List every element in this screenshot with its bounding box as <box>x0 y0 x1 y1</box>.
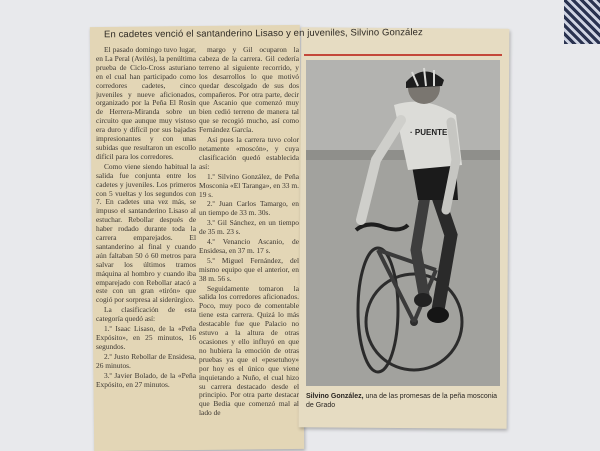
paragraph: margo y Gil ocuparon la cabeza de la carrera. Gil cedería terreno al siguiente recorrido, y los desarrollos lo que motivó quedar descolgado de sus dos compañeros. Por otra parte, decir que Ascanio que comenzó muy bien cedió terreno de manera tal que se recogió mucho, así como Fernández García. <box>199 46 299 135</box>
cyclist-illustration <box>306 60 500 386</box>
paragraph: 3.º Javier Bolado, de la «Peña Expósito, en 27 minutos. <box>96 370 196 389</box>
article-headline: En cadetes venció el santanderino Lisaso y en juveniles, Silvino González <box>103 27 423 41</box>
svg-text:· PUENTE: · PUENTE <box>410 128 448 137</box>
cyclist-photo <box>306 60 500 386</box>
caption-text: una de las promesas de la peña mosconia de Grado <box>306 393 498 409</box>
paragraph: 1.º Silvino González, de Peña Mosconia «El Taranga», en 33 m. 19 s. <box>199 171 299 199</box>
paragraph: 3.º Gil Sánchez, en un tiempo de 35 m. 23 s. <box>199 218 299 237</box>
article-column-1 <box>96 46 196 450</box>
paragraph: 2.º Justo Rebollar de Ensidesa, 26 minutos. <box>96 351 196 370</box>
red-rule-divider <box>304 54 502 56</box>
paragraph: 2.º Juan Carlos Tamargo, en un tiempo de 33 m. 30s. <box>199 199 299 218</box>
paragraph: 4.º Venancio Ascanio, de Ensidesa, en 37 m. 17 s. <box>199 237 299 255</box>
paragraph: 1.º Isaac Lisaso, de la «Peña Expósito», en 25 minutos, 16 segundos. <box>96 324 196 351</box>
photo-caption <box>306 392 502 410</box>
paragraph: La clasificación de esta categoría quedó así: <box>96 305 196 324</box>
paragraph: Seguidamente tomaron la salida los corredores aficionados. Poco, muy poco de comentable tiene esta carrera. Quizá lo más destacable fue que Palacio no estuvo a la altura de otras ocasiones y ello influyó en que no hubiera la emoción de otras pruebas ya que el «pesetuhoy» por hoy es el único que viene inquietando a Nuño, el cual hizo su carrera destacado desde el principio. Por otra parte destacar que Bedia que comenzó mal al lado de <box>199 283 299 418</box>
paragraph: El pasado domingo tuvo lugar, en La Peral (Avilés), la penúltima prueba de Ciclo-Cross asturiano en el cual han participado como corredores cadetes, cinco juveniles y nueve aficionados, organizado por la Peña El Rosín de Herrera-Miranda sobre un circuito que aunque muy vistoso era duro y difícil por sus bajadas impresionantes y con unas subidas que resultaron un escollo difícil para los corredores. <box>96 46 196 161</box>
article-column-2 <box>199 46 299 450</box>
paragraph: 5.º Miguel Fernández, del mismo equipo que el anterior, en 38 m. 56 s. <box>199 255 299 283</box>
fabric-corner <box>564 0 600 44</box>
paragraph: Como viene siendo habitual la salida fue conjunta entre los cadetes y juveniles. Los primeros con 5 vueltas y los segundos con 7. En cadetes una vez más, se impuso el santanderino Lisaso al estuchar. Rebollar después de haber rodado durante toda la carrera emparejados. El santanderino al final y cuando aún faltaban 50 ó 60 metros para salvar los últimos tramos máquina al hombro y cuando iba emparejado con Rebollar atacó a este con un gran «tirón» que cogió por sorpresa al siderúrgico. <box>96 161 196 305</box>
caption-name: Silvino González, <box>306 393 364 400</box>
paragraph: Así pues la carrera tuvo color netamente «moscón», y cuya clasificación quedó establecida así: <box>199 135 299 171</box>
